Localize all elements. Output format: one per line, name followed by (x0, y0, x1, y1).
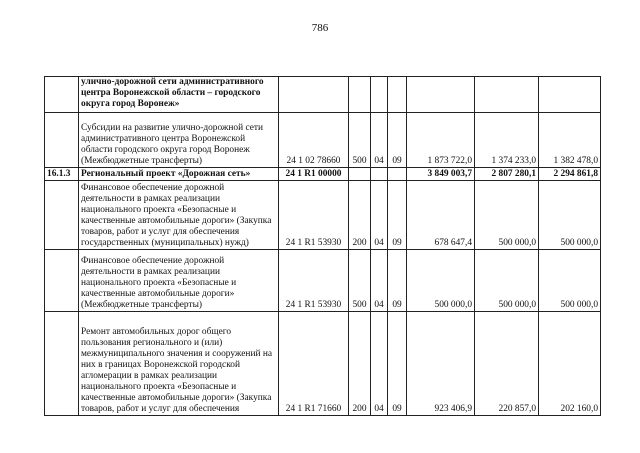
amount-year-2: 500 000,0 (475, 181, 539, 250)
amount-year-3: 1 382 478,0 (539, 113, 601, 168)
row-number (45, 250, 79, 312)
grbs-code: 500 (349, 250, 371, 312)
section-code (371, 168, 388, 181)
section-code: 04 (371, 250, 388, 312)
table-row (45, 250, 601, 312)
section-code: 04 (371, 181, 388, 250)
amount-year-2: 220 857,0 (475, 312, 539, 416)
row-description: Ремонт автомобильных дорог общего пользования регионального и (или) межмуниципального значения и сооружений на них в границах Воронежской городской агломерации в рамках реализации национального проекта «Безопасные и качественные автомобильные дороги» (Закупка товаров, работ и услуг для обеспечения (79, 312, 279, 416)
section-code (371, 77, 388, 113)
table-row (45, 312, 601, 416)
subsection-code: 09 (388, 113, 407, 168)
grbs-code: 500 (349, 113, 371, 168)
amount-year-2: 2 807 280,1 (475, 168, 539, 181)
row-description: Субсидии на развитие улично-дорожной сети административного центра Воронежской области городского округа город Воронеж (Межбюджетные трансферты) (79, 113, 279, 168)
subsection-code: 09 (388, 312, 407, 416)
page-number: 786 (311, 22, 329, 34)
table-body (45, 77, 601, 416)
amount-year-2: 1 374 233,0 (475, 113, 539, 168)
row-number: 16.1.3 (45, 168, 79, 181)
amount-year-2: 500 000,0 (475, 250, 539, 312)
table-row (45, 113, 601, 168)
grbs-code (349, 77, 371, 113)
row-description: Региональный проект «Дорожная сеть» (79, 168, 279, 181)
row-number (45, 77, 79, 113)
row-number (45, 113, 79, 168)
subsection-code: 09 (388, 181, 407, 250)
amount-year-2 (475, 77, 539, 113)
amount-year-1: 923 406,9 (407, 312, 475, 416)
target-article-code: 24 1 02 78660 (279, 113, 349, 168)
subsection-code: 09 (388, 250, 407, 312)
target-article-code: 24 1 R1 00000 (279, 168, 349, 181)
amount-year-3: 202 160,0 (539, 312, 601, 416)
amount-year-1 (407, 77, 475, 113)
target-article-code: 24 1 R1 53930 (279, 250, 349, 312)
amount-year-3: 500 000,0 (539, 250, 601, 312)
amount-year-1: 500 000,0 (407, 250, 475, 312)
section-code: 04 (371, 113, 388, 168)
grbs-code: 200 (349, 181, 371, 250)
table-row (45, 77, 601, 113)
target-article-code: 24 1 R1 53930 (279, 181, 349, 250)
amount-year-1: 3 849 003,7 (407, 168, 475, 181)
amount-year-1: 678 647,4 (407, 181, 475, 250)
row-description: улично-дорожной сети административного центра Воронежской области – городского округа город Воронеж» (79, 77, 279, 113)
section-code: 04 (371, 312, 388, 416)
budget-table (44, 76, 601, 416)
subsection-code (388, 77, 407, 113)
grbs-code (349, 168, 371, 181)
amount-year-3: 500 000,0 (539, 181, 601, 250)
row-description: Финансовое обеспечение дорожной деятельности в рамках реализации национального проекта «Безопасные и качественные автомобильные дороги» (Закупка товаров, работ и услуг для обеспечения государственных (муниципальных) нужд) (79, 181, 279, 250)
table-row (45, 181, 601, 250)
row-number (45, 181, 79, 250)
amount-year-3: 2 294 861,8 (539, 168, 601, 181)
subsection-code (388, 168, 407, 181)
amount-year-3 (539, 77, 601, 113)
amount-year-1: 1 873 722,0 (407, 113, 475, 168)
row-description: Финансовое обеспечение дорожной деятельности в рамках реализации национального проекта «Безопасные и качественные автомобильные дороги» (Межбюджетные трансферты) (79, 250, 279, 312)
target-article-code (279, 77, 349, 113)
grbs-code: 200 (349, 312, 371, 416)
target-article-code: 24 1 R1 71660 (279, 312, 349, 416)
table-row (45, 168, 601, 181)
row-number (45, 312, 79, 416)
